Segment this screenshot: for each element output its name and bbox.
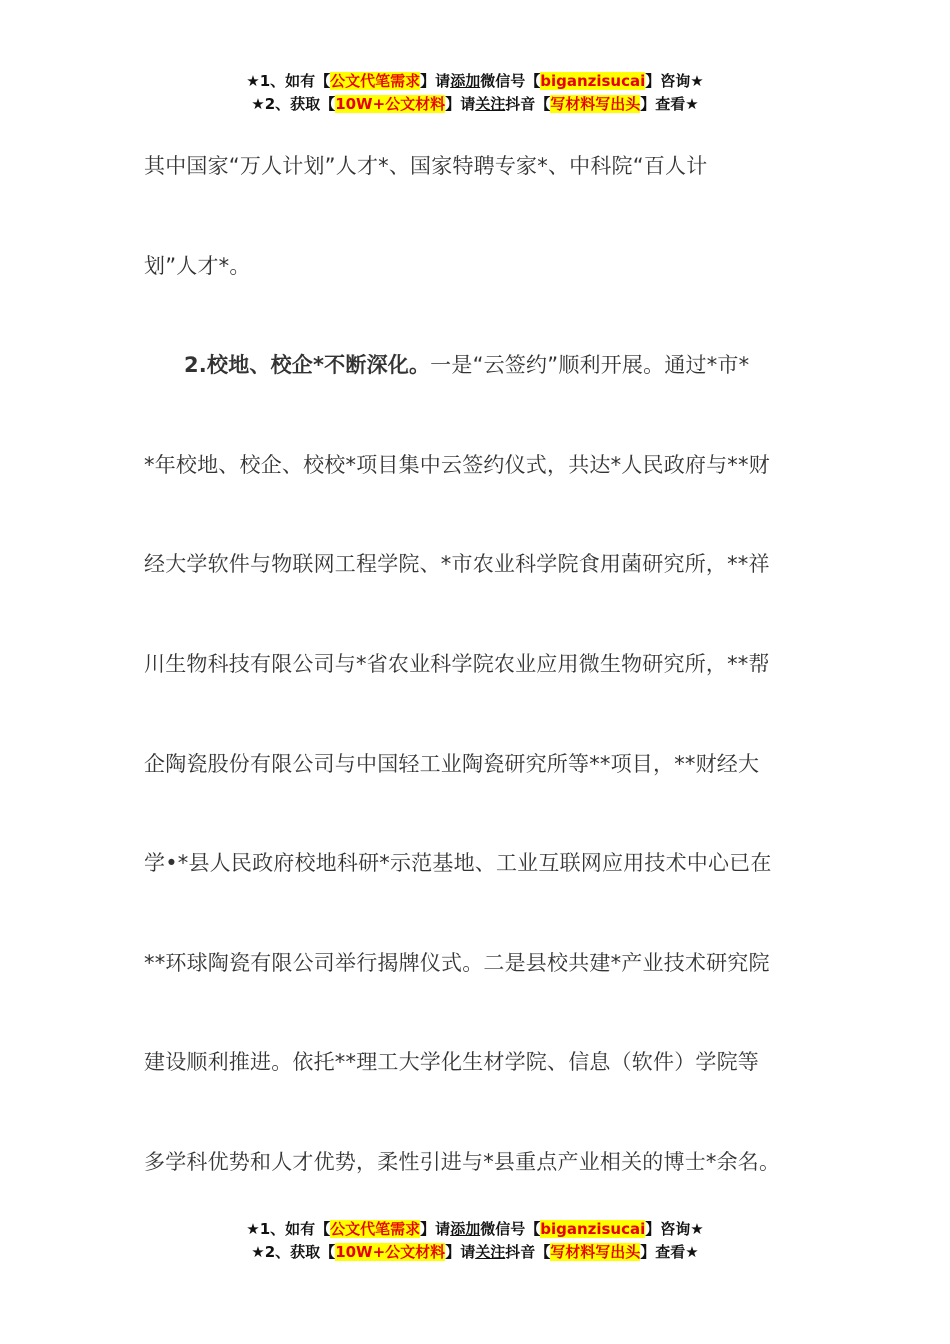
body-line-2: 划”人才*。 — [144, 253, 251, 278]
document-body — [144, 117, 824, 1213]
footer-line-1: ★1、如有【公文代笔需求】请添加微信号【biganzisucai】咨询★ — [246, 1220, 704, 1238]
header-banner — [0, 70, 950, 116]
body-line-10: 建设顺利推进。依托**理工大学化生材学院、信息（软件）学院等 — [144, 1050, 759, 1075]
highlight-materials: 10W+公文材料 — [335, 95, 446, 113]
body-line-6: 川生物科技有限公司与*省农业科学院农业应用微生物研究所，**帮 — [144, 651, 770, 676]
body-line-9: **环球陶瓷有限公司举行揭牌仪式。二是县校共建*产业技术研究院 — [144, 950, 770, 975]
footer-line-2: ★2、获取【10W+公文材料】请关注抖音【写材料写出头】查看★ — [251, 1243, 699, 1261]
banner-line-1: ★1、如有【公文代笔需求】请添加微信号【biganzisucai】咨询★ — [246, 72, 704, 90]
body-line-4: *年校地、校企、校校*项目集中云签约仪式，共达*人民政府与**财 — [144, 452, 770, 477]
footer-highlight-wechat-id: biganzisucai — [540, 1220, 646, 1238]
body-line-11: 多学科优势和人才优势，柔性引进与*县重点产业相关的博士*余名。 — [144, 1149, 781, 1174]
highlight-writing-service: 公文代笔需求 — [330, 72, 421, 90]
body-line-1: 其中国家“万人计划”人才*、国家特聘专家*、中科院“百人计 — [144, 154, 708, 178]
footer-highlight-douyin-account: 写材料写出头 — [550, 1243, 641, 1261]
body-line-7: 企陶瓷股份有限公司与中国轻工业陶瓷研究所等**项目，**财经大 — [144, 751, 760, 776]
section-heading-line: 2.校地、校企*不断深化。一是“云签约”顺利开展。通过*市* — [184, 353, 750, 378]
section-heading: 2.校地、校企*不断深化。 — [184, 353, 431, 378]
body-line-8: 学•*县人民政府校地科研*示范基地、工业互联网应用技术中心已在 — [144, 851, 772, 876]
footer-highlight-materials: 10W+公文材料 — [335, 1243, 446, 1261]
footer-highlight-writing-service: 公文代笔需求 — [330, 1220, 421, 1238]
banner-line-2: ★2、获取【10W+公文材料】请关注抖音【写材料写出头】查看★ — [251, 95, 699, 113]
highlight-wechat-id: biganzisucai — [540, 72, 646, 90]
highlight-douyin-account: 写材料写出头 — [550, 95, 641, 113]
footer-banner — [0, 1218, 950, 1264]
body-line-5: 经大学软件与物联网工程学院、*市农业科学院食用菌研究所，**祥 — [144, 552, 770, 577]
